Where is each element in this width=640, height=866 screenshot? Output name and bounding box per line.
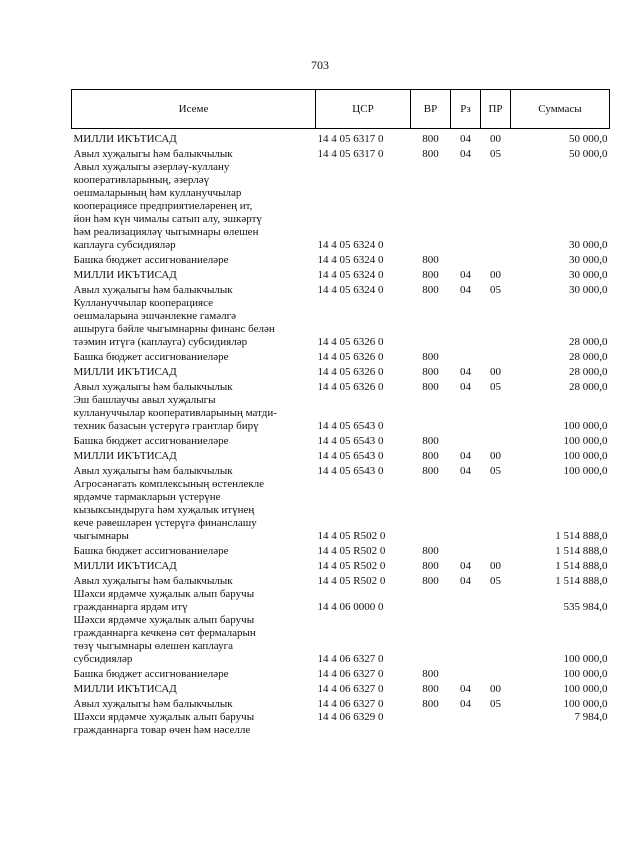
row-rz <box>451 478 481 543</box>
row-csr: 14 4 05 6543 0 <box>317 465 384 477</box>
table-row <box>72 614 610 666</box>
row-pr: 00 <box>490 450 501 462</box>
row-csr: 14 4 05 6543 0 <box>317 420 384 432</box>
table-body <box>72 129 610 738</box>
row-rz <box>451 161 481 252</box>
row-pr: 00 <box>490 366 501 378</box>
row-name <box>72 588 316 614</box>
row-sum: 1 514 888,0 <box>555 575 608 587</box>
row-name: МИЛЛИ ИКЪТИСАД <box>73 133 177 145</box>
row-sum: 30 000,0 <box>569 269 608 281</box>
row-name <box>72 297 316 349</box>
row-name-line: техник базасын үстерүгә грантлар бирү <box>73 420 259 432</box>
row-vr <box>411 478 451 543</box>
row-rz: 04 <box>460 575 471 587</box>
row-name-line: гражданнарга ярдәм итү <box>73 601 188 613</box>
row-name: МИЛЛИ ИКЪТИСАД <box>73 683 177 695</box>
row-sum: 100 000,0 <box>563 420 608 432</box>
row-vr: 800 <box>422 148 439 160</box>
row-rz <box>451 297 481 349</box>
row-name-line: Шәхси ярдәмче хуҗалык алып баручы <box>73 614 255 626</box>
row-vr: 800 <box>422 366 439 378</box>
row-rz <box>451 614 481 666</box>
row-vr: 800 <box>422 698 439 710</box>
row-rz: 04 <box>460 366 471 378</box>
row-pr <box>481 478 511 543</box>
row-csr: 14 4 06 0000 0 <box>317 601 384 613</box>
row-pr: 05 <box>490 381 501 393</box>
row-name: Авыл хуҗалыгы һәм балыкчылык <box>73 698 233 710</box>
row-name-line: чыгымнары <box>73 530 129 542</box>
row-pr: 05 <box>490 465 501 477</box>
row-name-line: оешмаларына эшчәнлекне гамәлгә <box>73 310 236 322</box>
row-pr <box>481 543 511 558</box>
table-row <box>72 666 610 681</box>
row-sum: 100 000,0 <box>563 653 608 665</box>
row-name: Авыл хуҗалыгы һәм балыкчылык <box>73 284 233 296</box>
row-rz: 04 <box>460 450 471 462</box>
row-name: МИЛЛИ ИКЪТИСАД <box>73 560 177 572</box>
row-csr: 14 4 05 6324 0 <box>317 269 384 281</box>
table-row <box>72 364 610 379</box>
row-csr: 14 4 06 6327 0 <box>317 653 384 665</box>
row-name-line: куллануччылар кооперативларының матди- <box>73 407 277 419</box>
row-vr: 800 <box>422 575 439 587</box>
budget-table <box>71 89 610 737</box>
row-csr: 14 4 05 R502 0 <box>317 530 386 542</box>
table-row <box>72 282 610 297</box>
row-name <box>72 161 316 252</box>
row-rz <box>451 394 481 433</box>
page-number: 703 <box>311 58 329 72</box>
row-sum: 535 984,0 <box>563 601 608 613</box>
table-row <box>72 161 610 252</box>
row-rz <box>451 433 481 448</box>
row-vr: 800 <box>422 545 439 557</box>
row-rz: 04 <box>460 148 471 160</box>
row-sum: 50 000,0 <box>569 133 608 145</box>
row-rz: 04 <box>460 133 471 145</box>
row-csr: 14 4 05 6317 0 <box>317 148 384 160</box>
row-pr: 05 <box>490 575 501 587</box>
table-row <box>72 433 610 448</box>
row-pr: 00 <box>490 269 501 281</box>
row-pr <box>481 588 511 614</box>
row-name-line: ашыруга бәйле чыгымнарны финанс белән <box>73 323 275 335</box>
table-row <box>72 297 610 349</box>
row-pr: 05 <box>490 284 501 296</box>
row-name-line: һәм реализацияләү чыгымнары өлешен <box>73 226 259 238</box>
row-name-line: Шәхси ярдәмче хуҗалык алып баручы <box>73 711 255 723</box>
row-rz: 04 <box>460 698 471 710</box>
row-name-line: Куллануччылар кооперациясе <box>73 297 214 309</box>
row-csr: 14 4 05 6326 0 <box>317 351 384 363</box>
row-name-line: каплауга субсидияләр <box>73 239 176 251</box>
row-rz: 04 <box>460 465 471 477</box>
row-pr <box>481 349 511 364</box>
row-sum: 1 514 888,0 <box>555 560 608 572</box>
row-vr <box>411 614 451 666</box>
row-sum: 28 000,0 <box>569 351 608 363</box>
row-csr: 14 4 05 6324 0 <box>317 254 384 266</box>
table-row <box>72 681 610 696</box>
row-rz: 04 <box>460 381 471 393</box>
row-pr: 05 <box>490 698 501 710</box>
row-pr <box>481 433 511 448</box>
row-name-line: кызыксындыруга һәм хуҗалык итүнең <box>73 504 255 516</box>
row-rz: 04 <box>460 560 471 572</box>
row-name-line: кече рәвешләрен үстерүгә финанслашу <box>73 517 257 529</box>
row-rz <box>451 588 481 614</box>
table-row <box>72 463 610 478</box>
row-csr: 14 4 05 6326 0 <box>317 381 384 393</box>
row-name-line: оешмаларының һәм куллануччылар <box>73 187 242 199</box>
row-csr: 14 4 05 R502 0 <box>317 545 386 557</box>
row-rz: 04 <box>460 269 471 281</box>
row-vr <box>411 588 451 614</box>
row-vr: 800 <box>422 450 439 462</box>
row-vr: 800 <box>422 465 439 477</box>
row-name <box>72 478 316 543</box>
row-sum: 100 000,0 <box>563 435 608 447</box>
row-pr: 00 <box>490 683 501 695</box>
row-sum: 1 514 888,0 <box>555 530 608 542</box>
row-pr: 05 <box>490 148 501 160</box>
row-sum: 30 000,0 <box>569 239 608 251</box>
row-vr: 800 <box>422 351 439 363</box>
row-pr <box>481 297 511 349</box>
row-csr: 14 4 06 6327 0 <box>317 668 384 680</box>
row-vr: 800 <box>422 668 439 680</box>
row-rz: 04 <box>460 284 471 296</box>
row-name: Авыл хуҗалыгы һәм балыкчылык <box>73 148 233 160</box>
row-sum: 1 514 888,0 <box>555 545 608 557</box>
row-vr: 800 <box>422 381 439 393</box>
row-csr: 14 4 05 6324 0 <box>317 239 384 251</box>
table-header-row <box>72 90 610 129</box>
row-rz <box>451 543 481 558</box>
row-name-line: гражданнарга товар өчен һәм нәселле <box>73 724 251 736</box>
row-name-line: Авыл хуҗалыгы әзерләү-куллану <box>73 161 230 173</box>
row-vr <box>411 297 451 349</box>
row-vr <box>411 711 451 737</box>
row-vr: 800 <box>422 133 439 145</box>
row-pr: 00 <box>490 560 501 572</box>
table-row <box>72 588 610 614</box>
row-pr <box>481 394 511 433</box>
row-pr: 00 <box>490 133 501 145</box>
row-vr <box>411 394 451 433</box>
row-pr <box>481 711 511 737</box>
table-row <box>72 478 610 543</box>
row-name: Башка бюджет ассигнованиеләре <box>73 435 229 447</box>
table-row <box>72 573 610 588</box>
row-name: Авыл хуҗалыгы һәм балыкчылык <box>73 575 233 587</box>
row-name-line: кооперативларының, әзерләү <box>73 174 210 186</box>
row-rz <box>451 252 481 267</box>
row-csr: 14 4 05 6543 0 <box>317 450 384 462</box>
row-name: Башка бюджет ассигнованиеләре <box>73 545 229 557</box>
row-sum: 100 000,0 <box>563 668 608 680</box>
row-name: МИЛЛИ ИКЪТИСАД <box>73 269 177 281</box>
row-rz <box>451 666 481 681</box>
table-row <box>72 696 610 711</box>
row-sum: 100 000,0 <box>563 698 608 710</box>
row-name-line: кооперациясе предприятиеләренең ит, <box>73 200 253 212</box>
table-row <box>72 267 610 282</box>
row-sum: 28 000,0 <box>569 336 608 348</box>
row-pr <box>481 252 511 267</box>
column-header-name: Исеме <box>72 90 316 129</box>
row-sum: 30 000,0 <box>569 284 608 296</box>
row-name-line: тәэмин итүгә (каплауга) субсидияләр <box>73 336 248 348</box>
row-name <box>72 614 316 666</box>
column-header-rz: Рз <box>451 90 481 129</box>
row-name-line: Шәхси ярдәмче хуҗалык алып баручы <box>73 588 255 600</box>
row-name-line: Агросәнәгать комплексының өстенлекле <box>73 478 265 490</box>
row-rz <box>451 711 481 737</box>
table-row <box>72 252 610 267</box>
table-row <box>72 146 610 161</box>
table-row <box>72 558 610 573</box>
column-header-pr: ПР <box>481 90 511 129</box>
row-sum: 50 000,0 <box>569 148 608 160</box>
row-name: Авыл хуҗалыгы һәм балыкчылык <box>73 381 233 393</box>
row-name-line: субсидияләр <box>73 653 133 665</box>
row-pr <box>481 614 511 666</box>
row-name: Башка бюджет ассигнованиеләре <box>73 351 229 363</box>
row-csr: 14 4 06 6327 0 <box>317 683 384 695</box>
row-csr: 14 4 06 6329 0 <box>317 711 384 723</box>
row-name-line: йон һәм күн чималы сатып алу, эшкәртү <box>73 213 262 225</box>
row-name-line: ярдәмче тармакларын үстерүне <box>73 491 221 503</box>
row-sum: 28 000,0 <box>569 366 608 378</box>
row-sum: 100 000,0 <box>563 450 608 462</box>
row-sum: 100 000,0 <box>563 683 608 695</box>
column-header-sum: Суммасы <box>511 90 610 129</box>
row-name-line: төзү чыгымнары өлешен каплауга <box>73 640 233 652</box>
row-csr: 14 4 05 6543 0 <box>317 435 384 447</box>
row-vr: 800 <box>422 284 439 296</box>
row-name: МИЛЛИ ИКЪТИСАД <box>73 366 177 378</box>
column-header-csr: ЦСР <box>316 90 411 129</box>
row-vr: 800 <box>422 269 439 281</box>
row-pr <box>481 161 511 252</box>
row-name: Башка бюджет ассигнованиеләре <box>73 254 229 266</box>
row-pr <box>481 666 511 681</box>
table-row <box>72 543 610 558</box>
row-rz <box>451 349 481 364</box>
row-vr: 800 <box>422 435 439 447</box>
row-vr: 800 <box>422 683 439 695</box>
row-name-line: гражданнарга кечкенә сөт фермаларын <box>73 627 256 639</box>
row-vr <box>411 161 451 252</box>
row-name: Башка бюджет ассигнованиеләре <box>73 668 229 680</box>
table-row <box>72 129 610 147</box>
column-header-vr: ВР <box>411 90 451 129</box>
row-csr: 14 4 05 R502 0 <box>317 575 386 587</box>
row-csr: 14 4 05 6324 0 <box>317 284 384 296</box>
row-name <box>72 711 316 737</box>
table-row <box>72 394 610 433</box>
row-sum: 28 000,0 <box>569 381 608 393</box>
row-vr: 800 <box>422 254 439 266</box>
row-sum: 30 000,0 <box>569 254 608 266</box>
table-row <box>72 379 610 394</box>
row-sum: 100 000,0 <box>563 465 608 477</box>
row-name-line: Эш башлаучы авыл хуҗалыгы <box>73 394 216 406</box>
row-csr: 14 4 05 6326 0 <box>317 336 384 348</box>
row-csr: 14 4 05 6317 0 <box>317 133 384 145</box>
table-row <box>72 711 610 737</box>
row-vr: 800 <box>422 560 439 572</box>
row-csr: 14 4 05 R502 0 <box>317 560 386 572</box>
row-name <box>72 394 316 433</box>
row-name: МИЛЛИ ИКЪТИСАД <box>73 450 177 462</box>
row-name: Авыл хуҗалыгы һәм балыкчылык <box>73 465 233 477</box>
row-csr: 14 4 05 6326 0 <box>317 366 384 378</box>
table-row <box>72 448 610 463</box>
row-csr: 14 4 06 6327 0 <box>317 698 384 710</box>
row-sum: 7 984,0 <box>574 711 608 723</box>
table-row <box>72 349 610 364</box>
row-rz: 04 <box>460 683 471 695</box>
